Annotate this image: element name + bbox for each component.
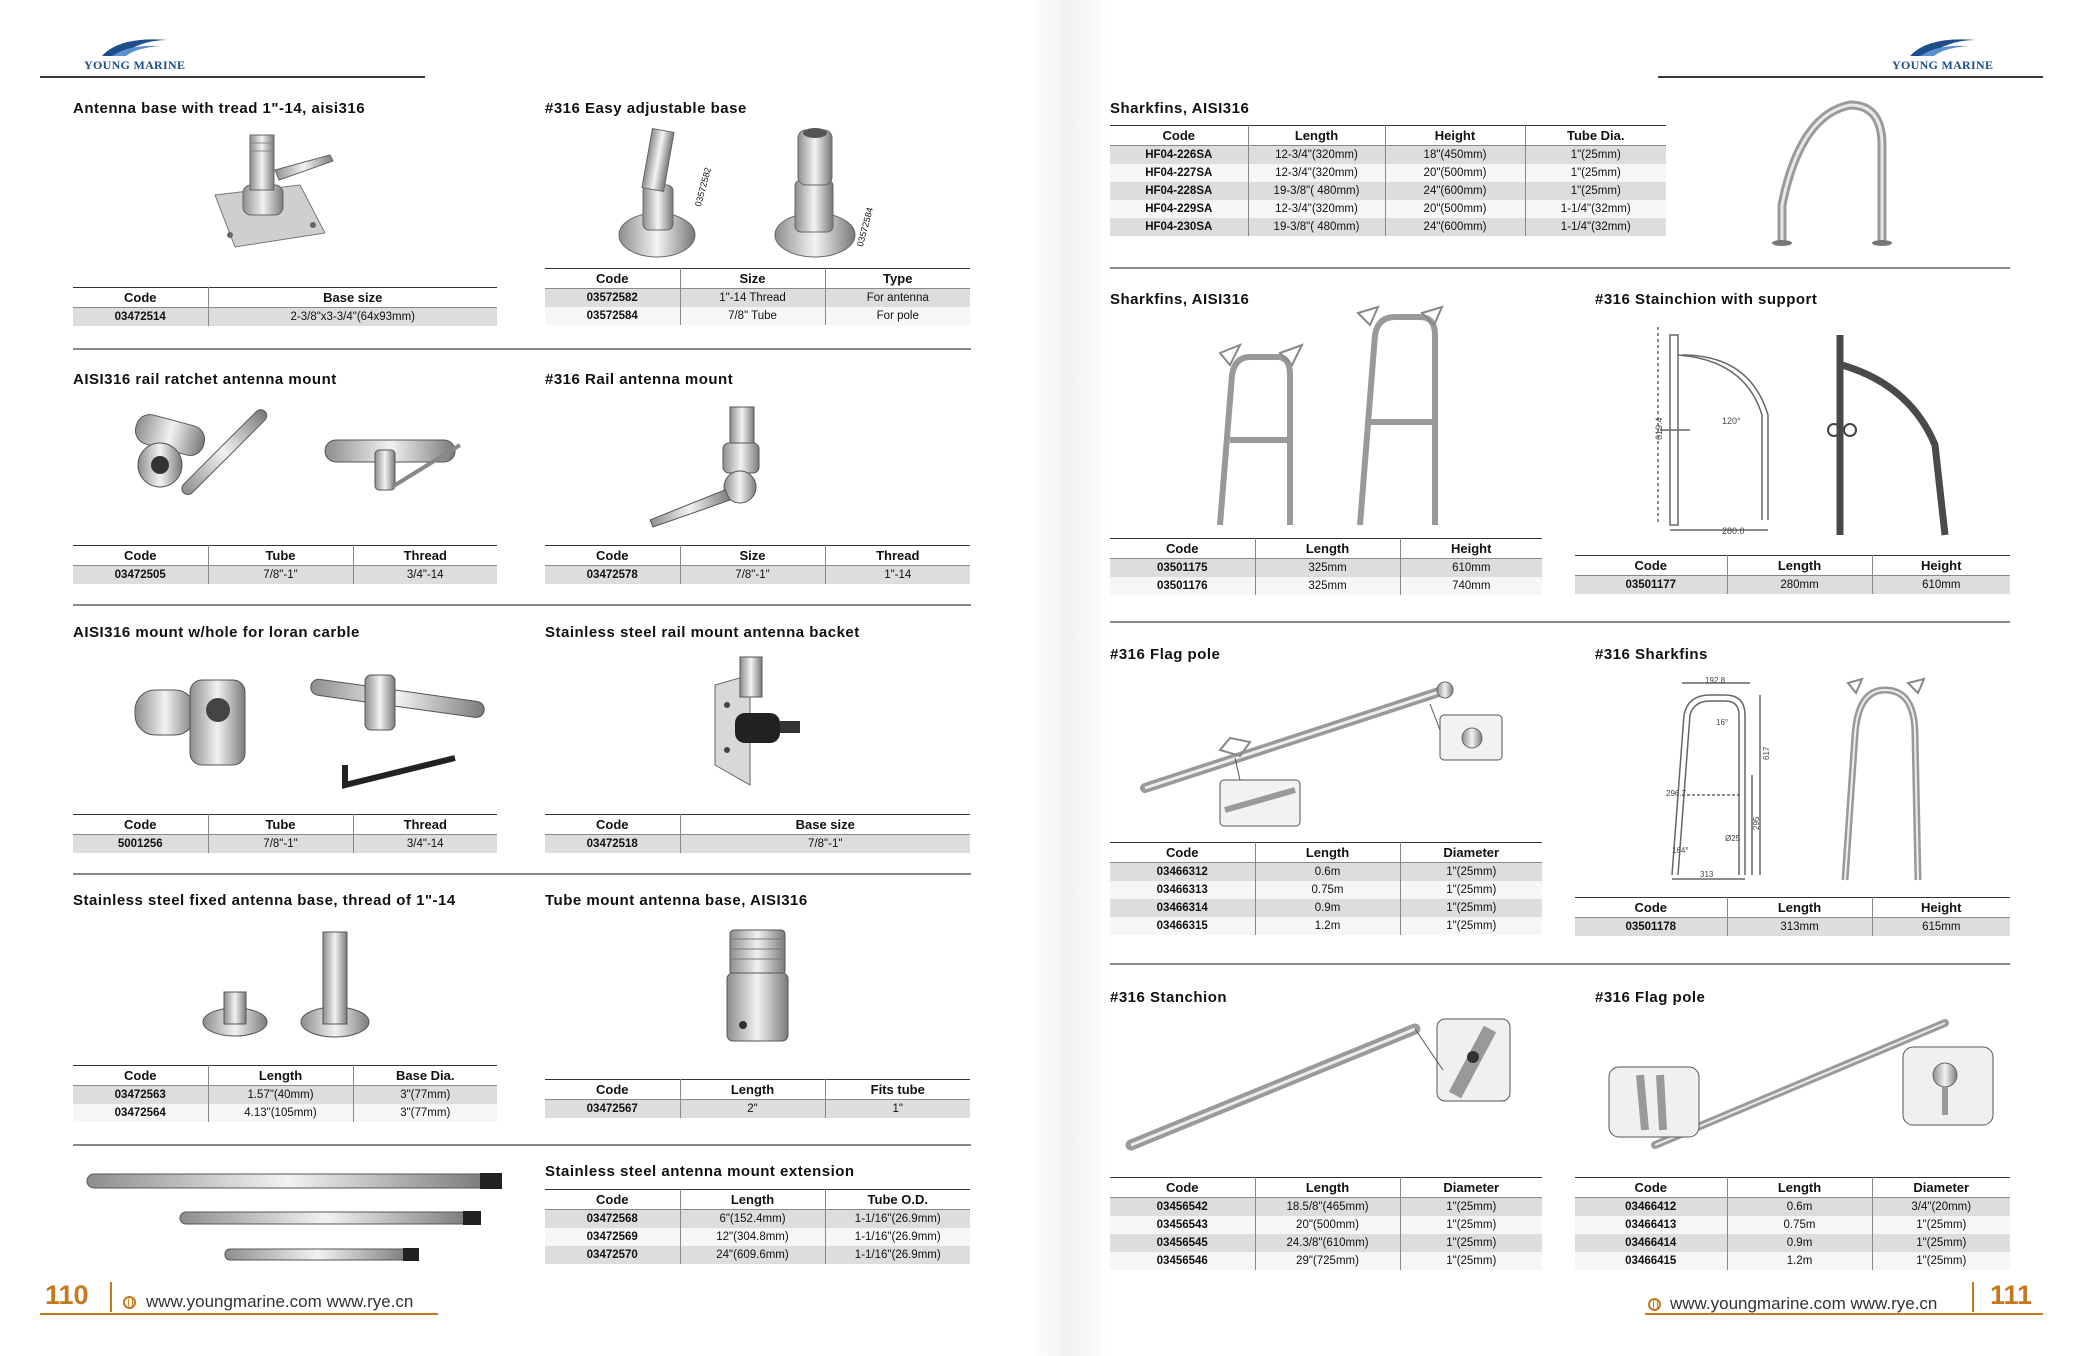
cell: 1" [825, 1100, 970, 1118]
spec-table [1575, 1177, 2010, 1270]
page-number-left: 110 [45, 1280, 89, 1310]
cell: 03456546 [1156, 1254, 1208, 1267]
part-label: 03572584 [855, 206, 876, 248]
globe-icon [123, 1296, 136, 1309]
flag-pole-2-image [1605, 1015, 2000, 1155]
cell: 1"(25mm) [1872, 1234, 2010, 1252]
dimension-label: 280.0 [1722, 526, 1745, 536]
col-header: Length [680, 1080, 825, 1100]
section-title: #316 Flag pole [1110, 646, 1221, 663]
cell: 03456543 [1156, 1218, 1208, 1231]
col-header: Length [1727, 1178, 1872, 1198]
section-title: Sharkfins, AISI316 [1110, 100, 1250, 117]
table-row [1110, 1234, 1542, 1252]
cell: 03472570 [586, 1248, 638, 1261]
table-row [1110, 218, 1666, 236]
sharkfin-image-1 [1770, 95, 1905, 250]
cell: 24.3/8"(610mm) [1255, 1234, 1400, 1252]
cell: 03466312 [1156, 865, 1208, 878]
cell: 03466315 [1156, 919, 1208, 932]
col-header: Length [1255, 1178, 1400, 1198]
section-title: #316 Stanchion [1110, 989, 1228, 1006]
adjustable-base-pole-image [770, 125, 865, 260]
cell: 24"(600mm) [1385, 218, 1525, 236]
table-row [545, 1228, 970, 1246]
cell: 12-3/4"(320mm) [1248, 200, 1385, 218]
cell: 03472514 [114, 310, 166, 323]
cell: 0.75m [1727, 1216, 1872, 1234]
col-header: Tube [208, 815, 353, 835]
cell: 03501177 [1625, 578, 1677, 591]
cell: 325mm [1255, 559, 1400, 577]
table-row [1575, 1234, 2010, 1252]
spec-table [545, 1079, 970, 1118]
section-title: #316 Rail antenna mount [545, 371, 734, 388]
table-row [545, 307, 970, 325]
spec-table [545, 268, 970, 325]
col-header: Height [1872, 898, 2010, 918]
cell: 1.2m [1727, 1252, 1872, 1270]
cell: 6"(152.4mm) [680, 1210, 825, 1228]
brand-logo-right [1892, 36, 1993, 73]
table-row [1110, 1252, 1542, 1270]
section-divider [73, 348, 971, 350]
section-title: Stainless steel antenna mount extension [545, 1163, 855, 1180]
cell: 7/8"-1" [208, 835, 353, 853]
col-header: Tube [208, 546, 353, 566]
table-row [1110, 899, 1542, 917]
col-header: Length [1727, 556, 1872, 576]
spec-table [1575, 897, 2010, 936]
cell: 0.6m [1255, 863, 1400, 881]
section-title: #316 Flag pole [1595, 989, 1706, 1006]
table-row [73, 308, 497, 326]
table-row [73, 835, 497, 853]
cell: 7/8"-1" [208, 566, 353, 584]
col-header: Code [73, 546, 208, 566]
spec-table [73, 814, 497, 853]
table-row [1110, 1216, 1542, 1234]
extension-tubes-image [85, 1170, 505, 1265]
loran-mount-image-2 [305, 670, 490, 790]
col-header: Height [1385, 126, 1525, 146]
col-header: Base size [208, 288, 497, 308]
loran-mount-image-1 [130, 670, 250, 780]
cell: 3"(77mm) [353, 1104, 497, 1122]
cell: 03466415 [1625, 1254, 1677, 1267]
footer-website[interactable]: www.youngmarine.com www.rye.cn [1670, 1294, 1938, 1313]
cell: 1"(25mm) [1525, 182, 1666, 200]
table-row [1110, 146, 1666, 164]
table-row [1575, 1198, 2010, 1216]
col-header: Size [680, 546, 825, 566]
col-header: Length [680, 1190, 825, 1210]
adjustable-base-antenna-image [615, 125, 705, 260]
dimension-label: 617 [1762, 746, 1771, 760]
col-header: Type [825, 269, 970, 289]
footer-website[interactable]: www.youngmarine.com www.rye.cn [146, 1292, 414, 1311]
brand-logo-left [84, 36, 185, 73]
col-header: Tube Dia. [1525, 126, 1666, 146]
cell: For antenna [825, 289, 970, 307]
col-header: Code [1110, 126, 1248, 146]
page-gutter [1030, 0, 1110, 1356]
footer-rule-right [1645, 1313, 2043, 1315]
cell: 03466414 [1625, 1236, 1677, 1249]
table-row [1110, 917, 1542, 935]
cell: 325mm [1255, 577, 1400, 595]
cell: 03466313 [1156, 883, 1208, 896]
cell: 12-3/4"(320mm) [1248, 146, 1385, 164]
cell: 1"(25mm) [1525, 164, 1666, 182]
col-header: Thread [353, 546, 497, 566]
cell: 5001256 [117, 837, 163, 850]
table-row [545, 1210, 970, 1228]
stanchion-image [1125, 1015, 1515, 1155]
page-number-right: 111 [1990, 1280, 2033, 1310]
table-row [1110, 164, 1666, 182]
table-row [545, 289, 970, 307]
cell: 1-1/16"(26.9mm) [825, 1210, 970, 1228]
table-row [545, 1100, 970, 1118]
cell: 4.13"(105mm) [208, 1104, 353, 1122]
section-title: AISI316 mount w/hole for loran carble [73, 624, 360, 641]
dimension-label: 296.7 [1666, 789, 1687, 798]
cell: HF04-229SA [1145, 202, 1213, 215]
col-header: Code [73, 288, 208, 308]
col-header: Code [545, 1080, 680, 1100]
sharkfin-pair-image [1210, 305, 1450, 530]
spec-table [545, 1189, 970, 1264]
cell: 1"(25mm) [1400, 1198, 1542, 1216]
cell: 7/8"-1" [680, 566, 825, 584]
cell: 03472568 [586, 1212, 638, 1225]
col-header: Code [545, 546, 680, 566]
spec-table [73, 545, 497, 584]
dimension-label: Ø25 [1725, 834, 1741, 843]
col-header: Diameter [1400, 843, 1542, 863]
brand-name: YOUNG MARINE [84, 58, 186, 72]
spec-table [1110, 1177, 1542, 1270]
dimension-label: 120° [1722, 416, 1741, 426]
cell: 03472563 [114, 1088, 166, 1101]
dimension-label: 164° [1672, 846, 1689, 855]
section-title: AISI316 rail ratchet antenna mount [73, 371, 337, 388]
cell: 2-3/8"x3-3/4"(64x93mm) [208, 308, 497, 326]
dimension-label: 295 [1752, 816, 1761, 830]
cell: 12-3/4"(320mm) [1248, 164, 1385, 182]
spec-table [1110, 538, 1542, 595]
cell: 1"-14 [825, 566, 970, 584]
col-header: Length [208, 1066, 353, 1086]
cell: 1.2m [1255, 917, 1400, 935]
cell: 03572584 [586, 309, 638, 322]
cell: 03501176 [1156, 579, 1208, 592]
col-header: Code [1110, 1178, 1255, 1198]
dimension-label: 192.8 [1705, 676, 1726, 685]
cell: 1"(25mm) [1525, 146, 1666, 164]
cell: 03466314 [1156, 901, 1208, 914]
col-header: Code [73, 815, 208, 835]
spec-table [1110, 842, 1542, 935]
section-title: Antenna base with tread 1"-14, aisi316 [73, 100, 366, 117]
cell: 0.75m [1255, 881, 1400, 899]
cell: HF04-227SA [1145, 166, 1213, 179]
cell: 20"(500mm) [1385, 164, 1525, 182]
col-header: Code [545, 269, 680, 289]
col-header: Code [73, 1066, 208, 1086]
table-row [73, 1104, 497, 1122]
cell: 03472564 [114, 1106, 166, 1119]
cell: 29"(725mm) [1255, 1252, 1400, 1270]
col-header: Diameter [1400, 1178, 1542, 1198]
cell: 03472505 [114, 568, 166, 581]
cell: 0.9m [1727, 1234, 1872, 1252]
cell: 1.57"(40mm) [208, 1086, 353, 1104]
footer-rule-left [40, 1313, 438, 1315]
section-divider [73, 1144, 971, 1146]
col-header: Code [1575, 898, 1727, 918]
cell: 280mm [1727, 576, 1872, 594]
cell: 12"(304.8mm) [680, 1228, 825, 1246]
spec-table [1110, 125, 1666, 236]
table-row [1110, 200, 1666, 218]
rail-antenna-mount-image [645, 405, 770, 530]
col-header: Code [1575, 556, 1727, 576]
col-header: Length [1255, 539, 1400, 559]
table-row [1110, 577, 1542, 595]
cell: 1-1/16"(26.9mm) [825, 1246, 970, 1264]
section-title: Stainless steel fixed antenna base, thread of 1"-14 [73, 892, 456, 909]
cell: 03466413 [1625, 1218, 1677, 1231]
col-header: Height [1400, 539, 1542, 559]
cell: 1"(25mm) [1872, 1252, 2010, 1270]
wave-logo-icon [100, 36, 170, 58]
col-header: Thread [353, 815, 497, 835]
cell: HF04-226SA [1145, 148, 1213, 161]
table-row [1110, 1198, 1542, 1216]
section-title: Tube mount antenna base, AISI316 [545, 892, 808, 909]
cell: 0.9m [1255, 899, 1400, 917]
col-header: Code [1110, 843, 1255, 863]
cell: 1-1/4"(32mm) [1525, 200, 1666, 218]
cell: 1"(25mm) [1400, 863, 1542, 881]
brand-name: YOUNG MARINE [1892, 58, 1994, 72]
stanchion-diagram-image [1650, 325, 1790, 540]
section-title: Sharkfins, AISI316 [1110, 291, 1250, 308]
cell: 03456542 [1156, 1200, 1208, 1213]
part-label: 03572582 [693, 166, 714, 208]
col-header: Code [1110, 539, 1255, 559]
cell: 03472567 [586, 1102, 638, 1115]
cell: 18.5/8"(465mm) [1255, 1198, 1400, 1216]
col-header: Height [1872, 556, 2010, 576]
cell: 24"(609.6mm) [680, 1246, 825, 1264]
cell: 3/4"(20mm) [1872, 1198, 2010, 1216]
table-row [545, 1246, 970, 1264]
table-row [73, 1086, 497, 1104]
fixed-antenna-base-image [200, 930, 375, 1045]
cell: 1-1/16"(26.9mm) [825, 1228, 970, 1246]
cell: 1"(25mm) [1400, 1216, 1542, 1234]
cell: 03472518 [586, 837, 638, 850]
cell: 3"(77mm) [353, 1086, 497, 1104]
cell: 1"(25mm) [1400, 917, 1542, 935]
section-divider [1110, 267, 2010, 269]
section-divider [73, 604, 971, 606]
section-title: #316 Stainchion with support [1595, 291, 1818, 308]
cell: 1"(25mm) [1400, 881, 1542, 899]
cell: 610mm [1872, 576, 2010, 594]
col-header: Fits tube [825, 1080, 970, 1100]
cell: 20"(500mm) [1255, 1216, 1400, 1234]
cell: 03472578 [586, 568, 638, 581]
table-row [1575, 1252, 2010, 1270]
col-header: Length [1248, 126, 1385, 146]
cell: 1"(25mm) [1872, 1216, 2010, 1234]
dimension-label: 16° [1716, 718, 1729, 727]
footer-separator [1972, 1282, 1974, 1312]
section-divider [1110, 621, 2010, 623]
stanchion-photo-image [1820, 325, 1965, 540]
cell: 1-1/4"(32mm) [1525, 218, 1666, 236]
header-rule-left [40, 76, 425, 78]
cell: HF04-230SA [1145, 220, 1213, 233]
col-header: Base size [680, 815, 970, 835]
antenna-base-image [205, 125, 335, 250]
col-header: Code [1575, 1178, 1727, 1198]
spec-table [73, 1065, 497, 1122]
table-row [1110, 863, 1542, 881]
cell: 24"(600mm) [1385, 182, 1525, 200]
table-row [1575, 918, 2010, 936]
cell: 1"(25mm) [1400, 1252, 1542, 1270]
col-header: Tube O.D. [825, 1190, 970, 1210]
cell: 03466412 [1625, 1200, 1677, 1213]
spec-table [1575, 555, 2010, 594]
cell: 03501178 [1625, 920, 1677, 933]
cell: 1"(25mm) [1400, 1234, 1542, 1252]
col-header: Code [545, 815, 680, 835]
tube-mount-base-image [725, 925, 790, 1045]
rail-mount-bracket-image [705, 655, 810, 790]
section-title: #316 Easy adjustable base [545, 100, 747, 117]
table-row [1110, 559, 1542, 577]
cell: 19-3/8"( 480mm) [1248, 182, 1385, 200]
cell: 03501175 [1156, 561, 1208, 574]
cell: 7/8" Tube [680, 307, 825, 325]
header-rule-right [1658, 76, 2043, 78]
cell: HF04-228SA [1145, 184, 1213, 197]
table-row [73, 566, 497, 584]
cell: 615mm [1872, 918, 2010, 936]
cell: 3/4"-14 [353, 566, 497, 584]
cell: 610mm [1400, 559, 1542, 577]
table-row [545, 566, 970, 584]
cell: 0.6m [1727, 1198, 1872, 1216]
col-header: Size [680, 269, 825, 289]
col-header: Diameter [1872, 1178, 2010, 1198]
col-header: Base Dia. [353, 1066, 497, 1086]
cell: 03456545 [1156, 1236, 1208, 1249]
col-header: Length [1255, 843, 1400, 863]
section-title: #316 Sharkfins [1595, 646, 1708, 663]
table-row [1110, 182, 1666, 200]
col-header: Length [1727, 898, 1872, 918]
ratchet-mount-image-2 [320, 415, 465, 515]
section-divider [73, 873, 971, 875]
flag-pole-image [1140, 680, 1510, 830]
sharkfin-photo-image [1830, 675, 1940, 885]
cell: 2" [680, 1100, 825, 1118]
section-title: Stainless steel rail mount antenna backet [545, 624, 860, 641]
table-row [1575, 576, 2010, 594]
section-divider [1110, 963, 2010, 965]
col-header: Code [545, 1190, 680, 1210]
spec-table [545, 814, 970, 853]
cell: 03572582 [586, 291, 638, 304]
cell: 18"(450mm) [1385, 146, 1525, 164]
cell: 3/4"-14 [353, 835, 497, 853]
cell: 1"-14 Thread [680, 289, 825, 307]
spec-table [545, 545, 970, 584]
spec-table [73, 287, 497, 326]
table-row [545, 835, 970, 853]
dimension-label: 619.4 [1654, 417, 1664, 440]
cell: 20"(500mm) [1385, 200, 1525, 218]
globe-icon [1648, 1298, 1661, 1311]
cell: 7/8"-1" [680, 835, 970, 853]
cell: 03472569 [586, 1230, 638, 1243]
cell: For pole [825, 307, 970, 325]
cell: 740mm [1400, 577, 1542, 595]
table-row [1575, 1216, 2010, 1234]
wave-logo-icon [1908, 36, 1978, 58]
cell: 1"(25mm) [1400, 899, 1542, 917]
footer-separator [110, 1282, 112, 1312]
table-row [1110, 881, 1542, 899]
cell: 19-3/8"( 480mm) [1248, 218, 1385, 236]
col-header: Thread [825, 546, 970, 566]
cell: 313mm [1727, 918, 1872, 936]
ratchet-mount-image-1 [130, 405, 305, 520]
dimension-label: 313 [1700, 870, 1714, 879]
